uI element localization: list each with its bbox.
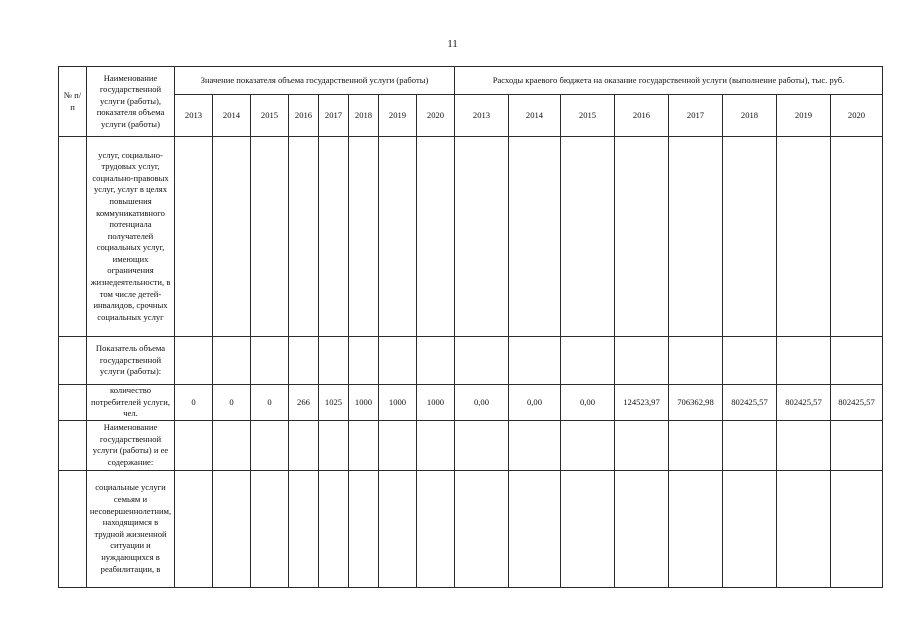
volume-cell: 1025 [319,385,349,421]
volume-cell [319,420,349,470]
row-number-cell [59,337,87,385]
volume-cell: 0 [251,385,289,421]
budget-cell: 706362,98 [669,385,723,421]
volume-cell [417,420,455,470]
header-volume-year: 2013 [175,95,213,137]
table-row [59,385,883,421]
budget-cell [561,137,615,337]
volume-cell [251,337,289,385]
volume-cell [175,337,213,385]
header-volume-group: Значение показателя объема государственной услуги (работы) [175,67,455,95]
header-volume-year: 2020 [417,95,455,137]
volume-cell [213,337,251,385]
row-name-cell: социальные услуги семьям и несовершеннолетним, находящимся в трудной жизненной ситуации и нуждающихся в реабилитации, в [87,470,175,587]
row-number-cell [59,420,87,470]
volume-cell: 0 [175,385,213,421]
budget-cell: 802425,57 [831,385,883,421]
header-volume-year: 2018 [349,95,379,137]
header-budget-year: 2013 [455,95,509,137]
budget-cell [723,470,777,587]
budget-cell [777,470,831,587]
volume-cell [417,337,455,385]
volume-cell [349,470,379,587]
header-volume-year: 2014 [213,95,251,137]
table-row [59,470,883,587]
budget-cell [615,470,669,587]
volume-cell [289,337,319,385]
budget-cell [561,337,615,385]
volume-cell [251,470,289,587]
table-row [59,420,883,470]
budget-cell [455,470,509,587]
budget-cell [831,137,883,337]
volume-cell: 0 [213,385,251,421]
budget-cell: 0,00 [561,385,615,421]
budget-cell: 0,00 [509,385,561,421]
budget-cell: 0,00 [455,385,509,421]
budget-cell [509,137,561,337]
header-volume-year: 2019 [379,95,417,137]
volume-cell [349,420,379,470]
header-budget-year: 2014 [509,95,561,137]
budget-cell [561,470,615,587]
volume-cell [175,420,213,470]
volume-cell [379,470,417,587]
volume-cell [379,137,417,337]
volume-cell [417,137,455,337]
volume-cell: 266 [289,385,319,421]
volume-cell [349,337,379,385]
volume-cell [379,420,417,470]
volume-cell [349,137,379,337]
volume-cell [319,470,349,587]
budget-cell [615,420,669,470]
header-volume-year: 2015 [251,95,289,137]
page-number: 11 [447,38,458,50]
volume-cell [417,470,455,587]
budget-cell [777,337,831,385]
budget-cell [669,137,723,337]
budget-table [58,66,883,588]
budget-cell [777,420,831,470]
budget-cell [777,137,831,337]
header-volume-year: 2016 [289,95,319,137]
volume-cell [213,137,251,337]
budget-cell [455,337,509,385]
row-number-cell [59,385,87,421]
budget-cell [669,420,723,470]
budget-cell [831,420,883,470]
header-budget-year: 2019 [777,95,831,137]
budget-cell [669,337,723,385]
budget-cell [615,137,669,337]
header-budget-year: 2015 [561,95,615,137]
table-row [59,137,883,337]
header-budget-year: 2016 [615,95,669,137]
budget-cell [509,420,561,470]
budget-cell [669,470,723,587]
budget-cell [509,337,561,385]
budget-cell [723,337,777,385]
row-name-cell: Показатель объема государственной услуги (работы): [87,337,175,385]
table-row [59,337,883,385]
volume-cell: 1000 [417,385,455,421]
header-number: № п/ п [59,67,87,137]
row-name-cell: Наименование государственной услуги (работы) и ее содержание: [87,420,175,470]
budget-cell: 802425,57 [777,385,831,421]
volume-cell [289,420,319,470]
header-row-years [59,95,883,137]
budget-cell [831,470,883,587]
volume-cell [213,470,251,587]
budget-cell: 124523,97 [615,385,669,421]
budget-cell: 802425,57 [723,385,777,421]
volume-cell [289,137,319,337]
budget-cell [723,137,777,337]
budget-cell [455,137,509,337]
budget-cell [561,420,615,470]
budget-cell [831,337,883,385]
volume-cell [251,137,289,337]
volume-cell [289,470,319,587]
header-volume-year: 2017 [319,95,349,137]
header-name: Наименование государственной услуги (работы), показателя объема услуги (работы) [87,67,175,137]
volume-cell [175,470,213,587]
header-row-1 [59,67,883,95]
volume-cell [213,420,251,470]
header-budget-year: 2020 [831,95,883,137]
volume-cell [251,420,289,470]
volume-cell [175,137,213,337]
budget-cell [615,337,669,385]
volume-cell [319,137,349,337]
volume-cell [319,337,349,385]
budget-cell [455,420,509,470]
budget-cell [509,470,561,587]
row-name-cell: услуг, социально-трудовых услуг, социально-правовых услуг, услуг в целях повышения коммуникативного потенциала получателей социальных услуг, имеющих ограничения жизнедеятельности, в том числе детей-инвалидов, срочных социальных услуг [87,137,175,337]
row-number-cell [59,470,87,587]
volume-cell: 1000 [349,385,379,421]
header-budget-year: 2017 [669,95,723,137]
row-number-cell [59,137,87,337]
header-budget-group: Расходы краевого бюджета на оказание государственной услуги (выполнение работы), тыс. руб. [455,67,883,95]
header-budget-year: 2018 [723,95,777,137]
row-name-cell: количество потребителей услуги, чел. [87,385,175,421]
budget-cell [723,420,777,470]
volume-cell [379,337,417,385]
volume-cell: 1000 [379,385,417,421]
